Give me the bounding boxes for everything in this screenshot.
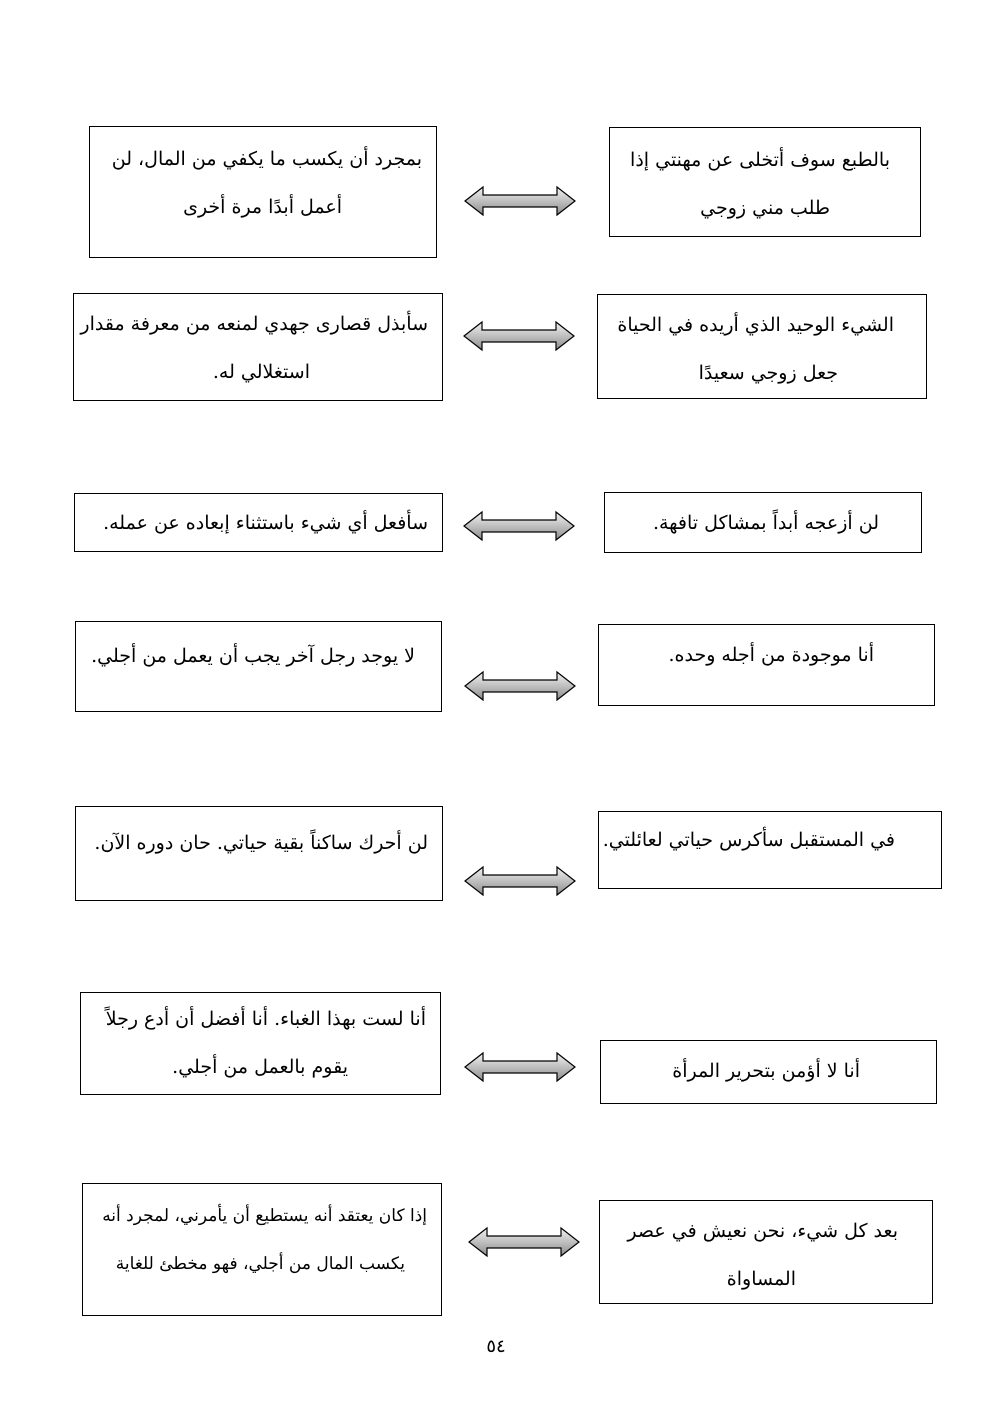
left-statement-box: [89, 126, 437, 258]
statement-line: لا يوجد رجل آخر يجب أن يعمل من أجلي.: [91, 645, 415, 667]
statement-line: إذا كان يعتقد أنه يستطيع أن يأمرني، لمجرد أنه: [102, 1206, 427, 1226]
statement-line: في المستقبل سأكرس حياتي لعائلتي.: [602, 829, 895, 851]
page-number: ٥٤: [486, 1336, 506, 1357]
statement-line: لن أزعجه أبداً بمشاكل تافهة.: [652, 512, 879, 534]
double-headed-arrow-icon: [463, 1051, 577, 1083]
statement-line: طلب مني زوجي: [700, 197, 830, 219]
left-statement-box: [73, 293, 443, 401]
statement-line: يقوم بالعمل من أجلي.: [172, 1056, 348, 1078]
double-headed-arrow-icon: [463, 865, 577, 897]
statement-line: بمجرد أن يكسب ما يكفي من المال، لن: [111, 148, 422, 170]
right-statement-box: [597, 294, 927, 399]
statement-line: أنا موجودة من أجله وحده.: [668, 644, 874, 666]
left-statement-box: [75, 621, 442, 712]
statement-line: بالطبع سوف أتخلى عن مهنتي إذا: [630, 149, 890, 171]
statement-line: سأفعل أي شيء باستثناء إبعاده عن عمله.: [103, 512, 428, 534]
left-statement-box: [82, 1183, 442, 1316]
statement-line: سأبذل قصارى جهدي لمنعه من معرفة مقدار: [80, 313, 428, 335]
right-statement-box: [609, 127, 921, 237]
statement-line: الشيء الوحيد الذي أريده في الحياة: [617, 314, 894, 336]
statement-line: جعل زوجي سعيدًا: [698, 362, 838, 384]
double-headed-arrow-icon: [467, 1226, 581, 1258]
double-headed-arrow-icon: [462, 320, 576, 352]
right-statement-box: [598, 811, 942, 889]
left-statement-box: [80, 992, 441, 1095]
right-statement-box: [598, 624, 935, 706]
statement-line: المساواة: [726, 1268, 796, 1290]
statement-line: أعمل أبدًا مرة أخرى: [183, 196, 342, 218]
statement-line: لن أحرك ساكناً بقية حياتي. حان دوره الآن.: [94, 832, 428, 854]
right-statement-box: [599, 1200, 933, 1304]
double-headed-arrow-icon: [463, 185, 577, 217]
double-headed-arrow-icon: [462, 510, 576, 542]
statement-line: يكسب المال من أجلي، فهو مخطئ للغاية: [115, 1254, 405, 1274]
double-headed-arrow-icon: [463, 670, 577, 702]
statement-line: بعد كل شيء، نحن نعيش في عصر: [627, 1220, 898, 1242]
left-statement-box: [74, 493, 443, 552]
statement-line: استغلالي له.: [212, 361, 310, 383]
right-statement-box: [604, 492, 922, 553]
statement-line: أنا لا أؤمن بتحرير المرأة: [672, 1060, 860, 1082]
statement-line: أنا لست بهذا الغباء. أنا أفضل أن أدع رجلاً: [105, 1008, 426, 1030]
right-statement-box: [600, 1040, 937, 1104]
left-statement-box: [75, 806, 443, 901]
